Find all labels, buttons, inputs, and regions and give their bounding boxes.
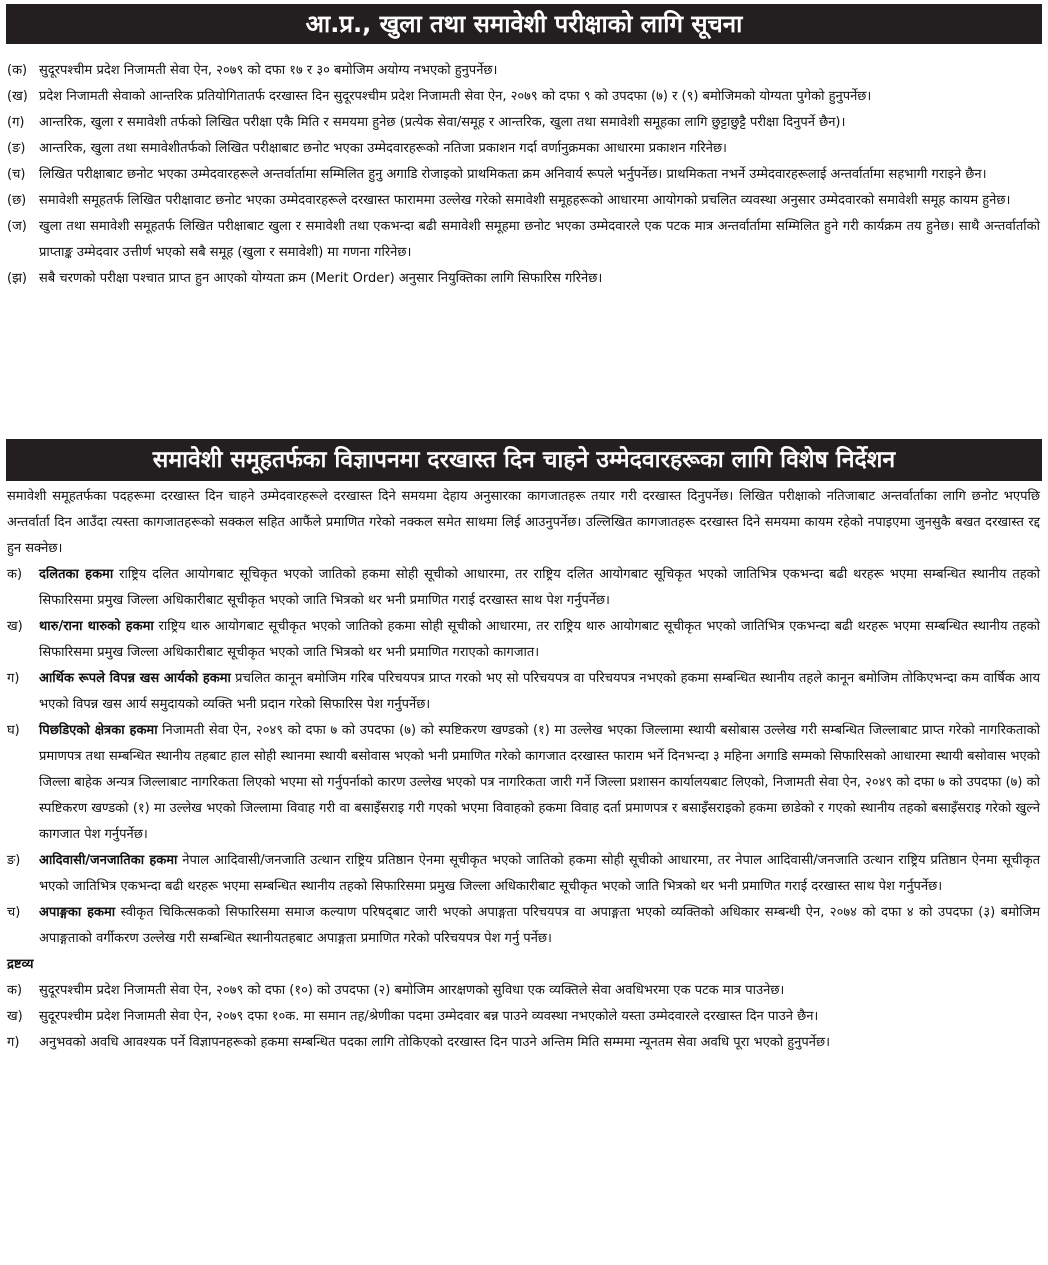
- item-heading: थारु/राना थारुको हकमा: [39, 619, 154, 634]
- item-heading: अपाङ्गका हकमा: [39, 905, 116, 920]
- list-item: [7, 188, 1040, 214]
- item-label: (च): [7, 167, 26, 182]
- item-label: ख): [7, 619, 23, 634]
- item-label: च): [7, 905, 21, 920]
- item-text: सुदूरपश्चीम प्रदेश निजामती सेवा ऐन, २०७९ को दफा (१०) को उपदफा (२) बमोजिम आरक्षणको सुविधा एक व्यक्तिले सेवा अवधिभरमा एक पटक मात्र पाउनेछ।: [39, 983, 785, 998]
- item-heading: आदिवासी/जनजातिका हकमा: [39, 853, 178, 868]
- section-intro: समावेशी समूहतर्फका पदहरूमा दरखास्त दिन चाहने उम्मेदवारहरूले दरखास्त दिने समयमा देहाय अनुसारका कागजातहरू तयार गरी दरखास्त दिनुपर्नेछ। लिखित परीक्षाको नतिजाबाट अन्तर्वार्ताका लागि छनोट भएपछि अन्तर्वार्ता दिन आउँदा त्यस्ता कागजातहरूको सक्कल सहित आफैंले प्रमाणित गरेको नक्कल समेत साथमा लिई आउनुपर्नेछ। उल्लिखित कागजातहरू दरखास्त दिने समयमा कायम रहेको नपाइएमा जुनसुकै बखत दरखास्त रद्द हुन सक्नेछ।: [7, 489, 1040, 556]
- item-text: राष्ट्रिय थारु आयोगबाट सूचीकृत भएको जातिको हकमा सोही सूचीको आधारमा, तर राष्ट्रिय थारु आयोगबाट सूचीकृत भएको जातिभित्र एकभन्दा बढी थरहरू भएमा सम्बन्धित स्थानीय तहको सिफारिसमा प्रमुख जिल्ला अधिकारीबाट सूचीकृत भएको जाति भित्रको थर भनी प्रमाणित गराएको कागजात।: [39, 619, 1040, 660]
- item-label: क): [7, 983, 23, 998]
- item-text: निजामती सेवा ऐन, २०४९ को दफा ७ को उपदफा (७) को स्पष्टिकरण खण्डको (१) मा उल्लेख भएका जिल्लामा स्थायी बसोबास उल्लेख गरी सम्बन्धित जिल्लाबाट प्राप्त गरेको नागरिकताको प्रमाणपत्र तथा सम्बन्धित स्थानीय तहबाट हाल सोही स्थानमा स्थायी बसोवास भएको भनी प्रमाणित गरेको कागजात दरखास्त फाराम भर्ने दिनभन्दा ३ महिना अगाडि सम्मको सिफारिसको आधारमा स्थायी बसोवास भएको जिल्ला बाहेक अन्यत्र जिल्लाबाट नागरिकता लिएको भएमा सो गर्नुपर्नाको कारण उल्लेख भएको पत्र नागरिकता जारी गर्ने जिल्ला प्रशासन कार्यालयबाट लिएको, निजामती सेवा ऐन, २०४९ को दफा ७ को उपदफा (७) को स्पष्टिकरण खण्डको (१) मा उल्लेख भएको जिल्लामा विवाह गरी वा बसाइँसराइ गरी गएको भएमा विवाहको हकमा विवाह दर्ता प्रमाणपत्र र बसाइँसराइको हकमा छाडेको र गएको स्थानीय तहको बसाइँसराइ गरेको खुल्ने कागजात पेश गर्नुपर्नेछ।: [39, 723, 1041, 842]
- item-label: (झ): [7, 271, 27, 286]
- note-title: द्रष्टव्य: [7, 957, 34, 972]
- item-text: सुदूरपश्चीम प्रदेश निजामती सेवा ऐन, २०७९ दफा १०क. मा समान तह/श्रेणीका पदमा उम्मेदवार बन्न पाउने व्यवस्था नभएकोले यस्ता उम्मेदवारले दरखास्त दिन पाउने छैन।: [39, 1009, 819, 1024]
- item-label: ख): [7, 1009, 23, 1024]
- item-text: प्रचलित कानून बमोजिम गरिब परिचयपत्र प्राप्त गरको भए सो परिचयपत्र वा परिचयपत्र नभएको हकमा सम्बन्धित स्थानीय तहले कानून बमोजिम तोकिएभन्दा कम वार्षिक आय भएको विपन्न खस आर्य समुदायको व्यक्ति भनी प्रदान गरेको सिफारिस पेश गर्नुपर्नेछ।: [39, 671, 1041, 712]
- item-text: लिखित परीक्षाबाट छनोट भएका उम्मेदवारहरूले अन्तर्वार्तामा सम्मिलित हुनु अगाडि रोजाइको प्राथमिकता क्रम अनिवार्य रूपले भर्नुपर्नेछ। प्राथमिकता नभर्ने उम्मेदवारहरूलाई अन्तर्वार्तामा सहभागी गराइने छैन।: [39, 167, 987, 182]
- list-item: [7, 718, 1040, 848]
- item-text: नेपाल आदिवासी/जनजाति उत्थान राष्ट्रिय प्रतिष्ठान ऐनमा सूचीकृत भएको जातिको हकमा सोही सूचीको आधारमा, तर नेपाल आदिवासी/जनजाति उत्थान राष्ट्रिय प्रतिष्ठान ऐनमा सूचीकृत भएको जातिभित्र एकभन्दा बढी थरहरू भएमा सम्बन्धित स्थानीय तहको सिफारिसमा प्रमुख जिल्ला अधिकारीबाट सूचीकृत भएको जाति भित्रको थर भनी प्रमाणित गराई दरखास्त साथ पेश गर्नुपर्नेछ।: [39, 853, 1040, 894]
- exam-rules-section: [7, 58, 1040, 292]
- inclusive-instructions-section: [7, 484, 1040, 1056]
- item-heading: आर्थिक रूपले विपन्न खस आर्यको हकमा: [39, 671, 231, 686]
- item-label: ग): [7, 1035, 20, 1050]
- list-item: [7, 614, 1040, 666]
- item-heading: दलितका हकमा: [39, 567, 114, 582]
- item-text: सबै चरणको परीक्षा पश्चात प्राप्त हुन आएको योग्यता क्रम (Merit Order) अनुसार नियुक्तिका लागि सिफारिस गरिनेछ।: [39, 271, 603, 286]
- list-item: [7, 136, 1040, 162]
- item-label: ङ): [7, 853, 21, 868]
- item-label: (ख): [7, 89, 28, 104]
- list-item: [7, 666, 1040, 718]
- item-label: घ): [7, 723, 20, 738]
- item-text: आन्तरिक, खुला र समावेशी तर्फको लिखित परीक्षा एकै मिति र समयमा हुनेछ (प्रत्येक सेवा/समूह र आन्तरिक, खुला तथा समावेशी समूहका लागि छुट्टाछुट्टै परीक्षा दिनुपर्ने छैन)।: [39, 115, 846, 130]
- list-item: [7, 848, 1040, 900]
- item-text: स्वीकृत चिकित्सकको सिफारिसमा समाज कल्याण परिषद्‌बाट जारी भएको अपाङ्गता परिचयपत्र वा अपाङ्गता भएको व्यक्तिको अधिकार सम्बन्धी ऐन, २०७४ को दफा ४ को उपदफा (३) बमोजिम अपाङ्गताको वर्गीकरण उल्लेख गरी सम्बन्धित स्थानीयतहबाट अपाङ्गता प्रमाणित गरेको परिचयपत्र पेश गर्नु पर्नेछ।: [39, 905, 1040, 946]
- item-label: ग): [7, 671, 20, 686]
- item-label: (छ): [7, 193, 27, 208]
- list-item: [7, 110, 1040, 136]
- item-text: आन्तरिक, खुला तथा समावेशीतर्फको लिखित परीक्षाबाट छनोट भएका उम्मेदवारहरूको नतिजा प्रकाशन गर्दा वर्णानुक्रमका आधारमा प्रकाशन गरिनेछ।: [39, 141, 727, 156]
- list-item: [7, 162, 1040, 188]
- note-item: [7, 1030, 1040, 1056]
- item-heading: पिछडिएको क्षेत्रका हकमा: [39, 723, 158, 738]
- item-text: प्रदेश निजामती सेवाको आन्तरिक प्रतियोगितातर्फ दरखास्त दिन सुदूरपश्चीम प्रदेश निजामती सेवा ऐन, २०७९ को दफा ९ को उपदफा (७) र (९) बमोजिमको योग्यता पुगेको हुनुपर्नेछ।: [39, 89, 872, 104]
- item-label: (ङ): [7, 141, 26, 156]
- item-text: अनुभवको अवधि आवश्यक पर्ने विज्ञापनहरूको हकमा सम्बन्धित पदका लागि तोकिएको दरखास्त दिन पाउने अन्तिम मिति सम्ममा न्यूनतम सेवा अवधि पूरा भएको हुनुपर्नेछ।: [39, 1035, 831, 1050]
- item-text: खुला तथा समावेशी समूहतर्फ लिखित परीक्षाबाट खुला र समावेशी तथा एकभन्दा बढी समावेशी समूहमा छनोट भएका उम्मेदवारले एक पटक मात्र अन्तर्वार्तामा सम्मिलित हुने गरी कार्यक्रम तय हुनेछ। साथै अन्तर्वार्ताको प्राप्ताङ्क उम्मेदवार उत्तीर्ण भएको सबै समूह (खुला र समावेशी) मा गणना गरिनेछ।: [39, 219, 1040, 260]
- item-label: (ग): [7, 115, 25, 130]
- item-label: (ज): [7, 219, 27, 234]
- item-label: क): [7, 567, 23, 582]
- list-item: [7, 266, 1040, 292]
- item-label: (क): [7, 63, 28, 78]
- item-text: राष्ट्रिय दलित आयोगबाट सूचिकृत भएको जातिको हकमा सोही सूचीको आधारमा, तर राष्ट्रिय दलित आयोगबाट सूचिकृत भएको जातिभित्र एकभन्दा बढी थरहरू भएमा सम्बन्धित स्थानीय तहको सिफारिसमा प्रमुख जिल्ला अधिकारीबाट सूचीकृत भएको जाति भित्रको थर भनी प्रमाणित गराई दरखास्त साथ पेश गर्नुपर्नेछ।: [39, 567, 1041, 608]
- heading-exam-notice: आ.प्र., खुला तथा समावेशी परीक्षाको लागि सूचना: [6, 4, 1042, 44]
- item-text: सुदूरपश्चीम प्रदेश निजामती सेवा ऐन, २०७९ को दफा १७ र ३० बमोजिम अयोग्य नभएको हुनुपर्नेछ।: [39, 63, 498, 78]
- list-item: [7, 84, 1040, 110]
- note-item: [7, 1004, 1040, 1030]
- item-text: समावेशी समूहतर्फ लिखित परीक्षावाट छनोट भएका उम्मेदवारहरूले दरखास्त फाराममा उल्लेख गरेको समावेशी समूहहरूको आधारमा आयोगको प्रचलित व्यवस्था अनुसार उम्मेदवारको समावेशी समूह कायम हुनेछ।: [39, 193, 1011, 208]
- note-item: [7, 978, 1040, 1004]
- heading-inclusive-instructions: समावेशी समूहतर्फका विज्ञापनमा दरखास्त दिन चाहने उम्मेदवारहरूका लागि विशेष निर्देशन: [6, 439, 1042, 481]
- list-item: [7, 58, 1040, 84]
- list-item: [7, 562, 1040, 614]
- list-item: [7, 214, 1040, 266]
- list-item: [7, 900, 1040, 952]
